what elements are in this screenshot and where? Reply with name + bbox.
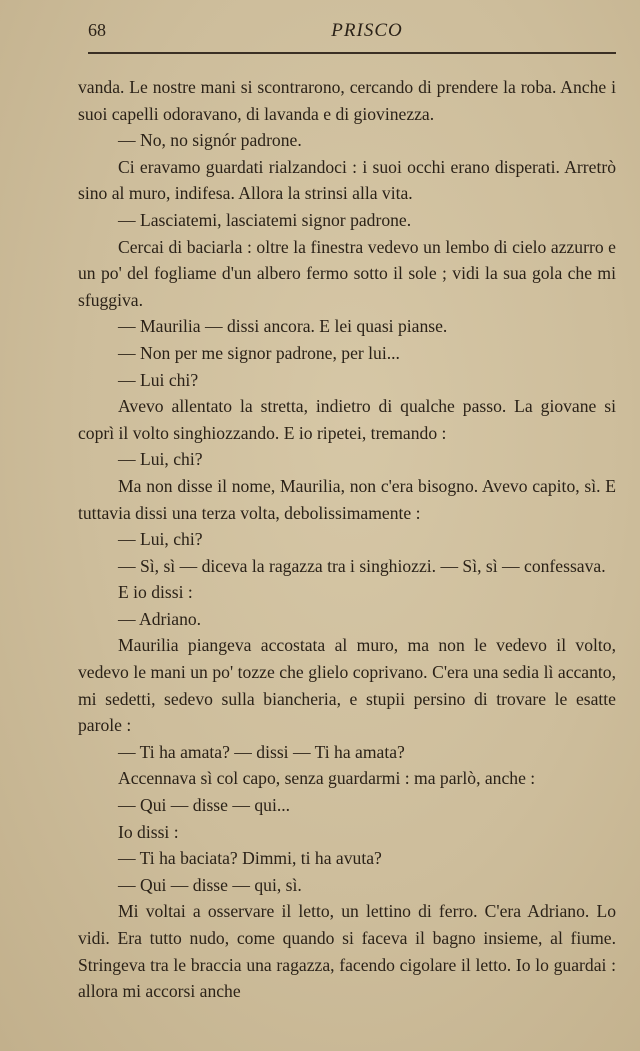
paragraph: Maurilia piangeva accostata al muro, ma non le vedevo il volto, vedevo le mani un po' tozze che glielo coprivano. C'era una sedia lì accanto, mi sedetti, sedevo sulla biancheria, e stupii persino di trovare le esatte parole : [78, 635, 616, 736]
dialogue-line: — Qui — disse — qui, sì. [118, 874, 302, 895]
body-text [78, 74, 616, 1005]
paragraph: Mi voltai a osservare il letto, un lettino di ferro. C'era Adriano. Lo vidi. Era tutto nudo, come quando si faceva il bagno insieme, al fiume. Stringeva tra le braccia una ragazza, facendo cigolare il letto. Io lo guardai : allora mi accorsi anche [78, 901, 616, 1002]
dialogue-line: — Lui chi? [118, 369, 199, 390]
dialogue-line: — Ti ha baciata? Dimmi, ti ha avuta? [118, 848, 382, 869]
page-number: 68 [88, 20, 106, 40]
paragraph: Io dissi : [118, 821, 179, 842]
dialogue-line: — Lui, chi? [118, 449, 203, 470]
dialogue-line: — Non per me signor padrone, per lui... [118, 342, 400, 363]
dialogue-line: — Lasciatemi, lasciatemi signor padrone. [118, 209, 412, 230]
paragraph: Accennava sì col capo, senza guardarmi : ma parlò, anche : [118, 768, 536, 789]
dialogue-line: — Qui — disse — qui... [118, 795, 291, 816]
paragraph: vanda. Le nostre mani si scontrarono, cercando di prendere la roba. Anche i suoi capelli odoravano, di lavanda e di giovinezza. [78, 77, 616, 124]
header-rule [88, 52, 616, 54]
dialogue-line: — Lui, chi? [118, 529, 203, 550]
paragraph: E io dissi : [118, 582, 193, 603]
page-header [88, 20, 616, 46]
paragraph: Ma non disse il nome, Maurilia, non c'era bisogno. Avevo capito, sì. E tuttavia dissi una terza volta, debolissimamente : [78, 475, 616, 523]
running-title: PRISCO [331, 20, 403, 41]
paragraph: Ci eravamo guardati rialzandoci : i suoi occhi erano disperati. Arretrò sino al muro, indifesa. Allora la strinsi alla vita. [78, 156, 616, 204]
dialogue-line: — Ti ha amata? — dissi — Ti ha amata? [118, 741, 405, 762]
paragraph: Cercai di baciarla : oltre la finestra vedevo un lembo di cielo azzurro e un po' del fogliame d'un albero fermo sotto il sole ; vidi la sua gola che mi sfuggiva. [78, 236, 616, 310]
dialogue-line: — No, no signór padrone. [118, 130, 302, 151]
paragraph: Avevo allentato la stretta, indietro di qualche passo. La giovane si coprì il volto singhiozzando. E io ripetei, tremando : [78, 396, 616, 443]
dialogue-line: — Adriano. [118, 608, 202, 629]
dialogue-line: — Sì, sì — diceva la ragazza tra i singhiozzi. — Sì, sì — confessava. [118, 555, 606, 576]
dialogue-line: — Maurilia — dissi ancora. E lei quasi pianse. [118, 316, 448, 337]
